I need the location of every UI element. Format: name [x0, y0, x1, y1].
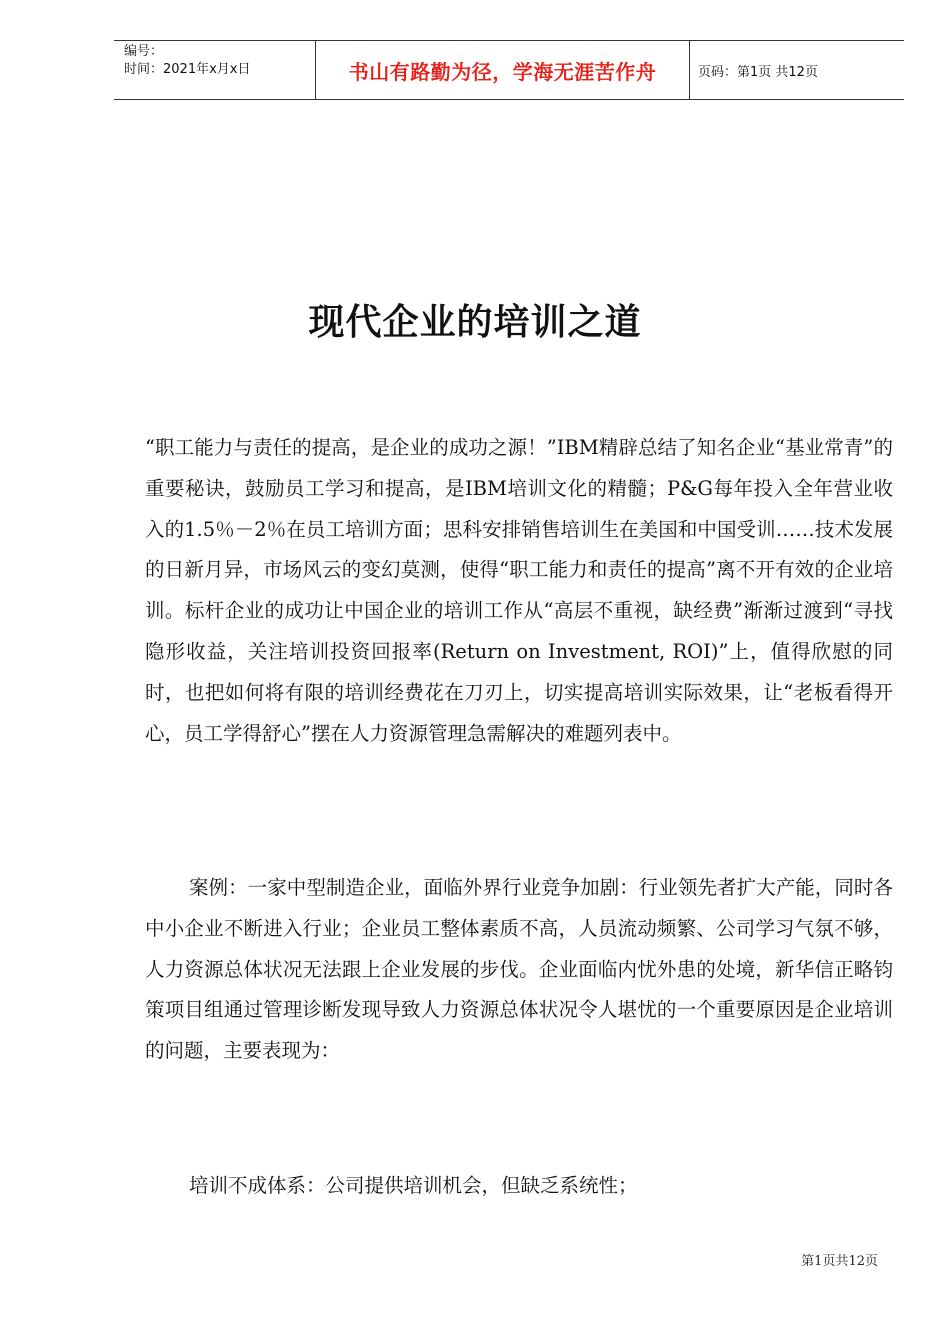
header-meta [114, 41, 316, 99]
paragraph-intro: “职工能力与责任的提高，是企业的成功之源！”IBM精辟总结了知名企业“基业常青”的重要秘诀，鼓励员工学习和提高，是IBM培训文化的精髓；P&G每年投入全年营业收入的1.5％－2％在员工培训方面；思科安排销售培训生在美国和中国受训……技术发展的日新月异，市场风云的变幻莫测，使得“职工能力和责任的提高”离不开有效的企业培训。标杆企业的成功让中国企业的培训工作从“高层不重视，缺经费”渐渐过渡到“寻找隐形收益，关注培训投资回报率(Return on Investment, ROI)”上，值得欣慰的同时，也把如何将有限的培训经费花在刀刃上，切实提高培训实际效果，让“老板看得开心，员工学得舒心”摆在人力资源管理急需解决的难题列表中。 [145, 436, 893, 745]
paragraph-case: 案例：一家中型制造企业，面临外界行业竞争加剧：行业领先者扩大产能，同时各中小企业不断进入行业；企业员工整体素质不高，人员流动频繁、公司学习气氛不够，人力资源总体状况无法跟上企业发展的步伐。企业面临内忧外患的处境，新华信正略钧策项目组通过管理诊断发现导致人力资源总体状况令人堪忧的一个重要原因是企业培训的问题，主要表现为： [145, 876, 893, 1063]
serial-label: 编号： [124, 44, 164, 59]
document-title: 现代企业的培训之道 [308, 302, 642, 343]
header-motto: 书山有路勤为径，学海无涯苦作舟 [316, 41, 690, 99]
time-label: 时间：2021年x月x日 [124, 62, 251, 77]
paragraph-issue: 培训不成体系：公司提供培训机会，但缺乏系统性； [189, 1174, 638, 1197]
page-header [114, 40, 904, 100]
page-footer: 第1页共12页 [801, 1254, 878, 1269]
header-page-number: 页码：第1页 共12页 [698, 64, 818, 80]
